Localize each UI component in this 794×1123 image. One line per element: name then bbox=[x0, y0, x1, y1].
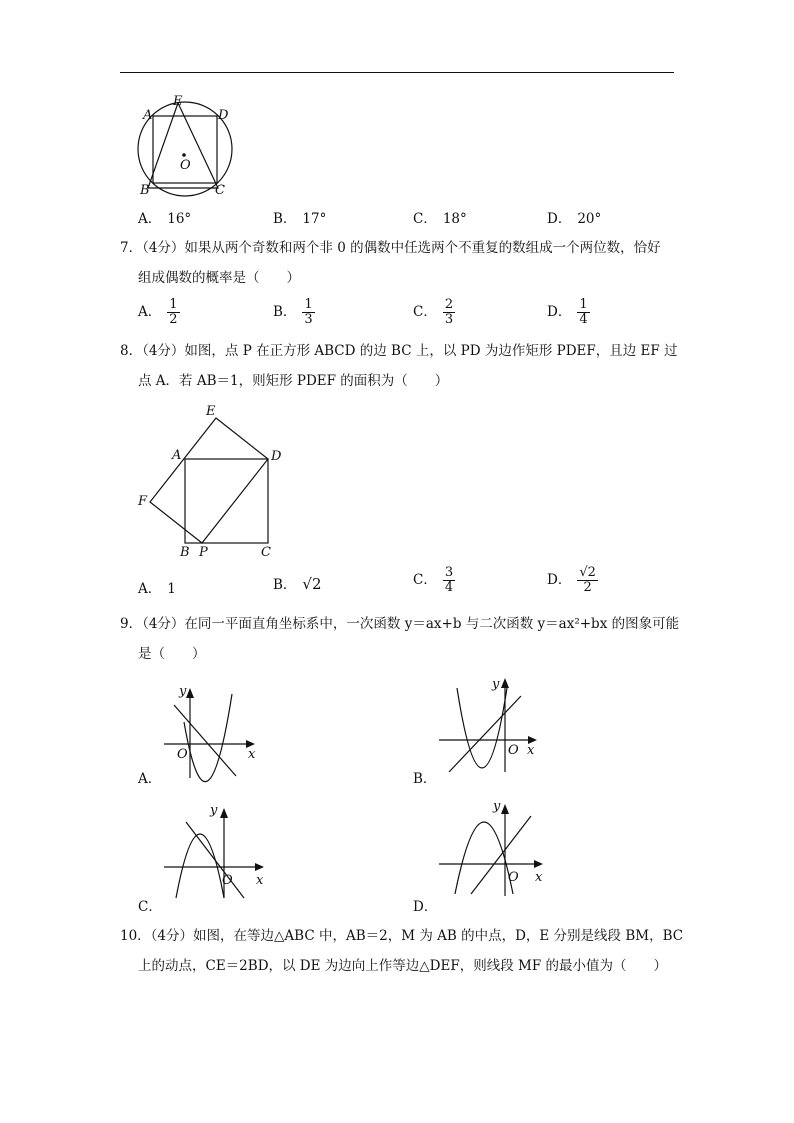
q8-rectangle-pdef bbox=[150, 418, 268, 543]
q7-option-c: C． $\frac{2}{3}$ bbox=[413, 297, 454, 327]
q7-stem-line1: 7．（4分）如果从两个奇数和两个非 0 的偶数中任选两个不重复的数组成一个两位数，恰好 bbox=[120, 240, 661, 256]
svg-text:O: O bbox=[508, 743, 519, 758]
svg-text:y: y bbox=[210, 803, 218, 818]
q8-option-a: A． 1 bbox=[138, 581, 176, 597]
q8-option-c: C． $\frac{3}{4}$ bbox=[413, 565, 454, 595]
svg-text:x: x bbox=[527, 743, 535, 758]
q9-d-line bbox=[471, 816, 531, 894]
q8-stem-line2: 点 A．若 AB＝1，则矩形 PDEF 的面积为（ ） bbox=[138, 373, 449, 389]
svg-text:x: x bbox=[248, 747, 256, 762]
q6-label-o: O bbox=[180, 158, 191, 173]
q7-option-a: A． $\frac{1}{2}$ bbox=[138, 297, 178, 327]
q9-option-c: C． bbox=[138, 899, 162, 915]
svg-text:x: x bbox=[256, 873, 264, 888]
q8-option-b: B． √2 bbox=[273, 575, 322, 593]
q8-figure bbox=[135, 400, 285, 560]
q9-graph-a bbox=[160, 678, 270, 788]
q8-option-d: D． $\frac{√2}{2}$ bbox=[547, 565, 596, 595]
svg-text:y: y bbox=[493, 799, 501, 814]
q7-option-d: D． $\frac{1}{4}$ bbox=[547, 297, 588, 327]
q6-figure bbox=[130, 92, 240, 202]
q9-option-a: A． bbox=[138, 771, 162, 787]
q9-a-parabola bbox=[184, 694, 232, 782]
q8-label-a: A bbox=[172, 448, 182, 463]
q9-stem-line2: 是（ ） bbox=[138, 646, 206, 662]
q9-graph-b bbox=[435, 672, 555, 787]
q9-graph-c bbox=[160, 800, 275, 915]
q7-option-b: B． $\frac{1}{3}$ bbox=[273, 297, 313, 327]
q8-square-abcd bbox=[185, 459, 268, 543]
q6-option-a: A． 16° bbox=[138, 211, 192, 227]
q8-stem-line1: 8．（4分）如图，点 P 在正方形 ABCD 的边 BC 上，以 PD 为边作矩形 PDEF，且边 EF 过 bbox=[120, 343, 678, 359]
q7-stem-line2: 组成偶数的概率是（ ） bbox=[138, 270, 300, 286]
q9-a-line bbox=[174, 705, 236, 776]
q9-d-parabola bbox=[455, 822, 513, 894]
q6-label-c: C bbox=[215, 183, 225, 198]
svg-text:y: y bbox=[179, 684, 187, 699]
q6-label-e: E bbox=[173, 94, 183, 109]
q10-stem-line2: 上的动点，CE＝2BD，以 DE 为边向上作等边△DEF，则线段 MF 的最小值为（ ） bbox=[138, 958, 667, 974]
header-rule bbox=[120, 72, 674, 73]
q9-graph-d bbox=[435, 796, 555, 911]
q10-stem-line1: 10．（4分）如图，在等边△ABC 中，AB＝2，M 为 AB 的中点，D，E 分别是线段 BM，BC bbox=[120, 928, 684, 944]
q9-c-parabola bbox=[176, 834, 224, 898]
q6-option-d: D． 20° bbox=[547, 211, 602, 227]
q6-center-dot bbox=[182, 153, 186, 157]
q6-label-b: B bbox=[140, 183, 150, 198]
q6-label-d: D bbox=[218, 108, 229, 123]
svg-text:y: y bbox=[492, 677, 500, 692]
q9-option-d: D． bbox=[413, 899, 438, 915]
q6-option-b: B． 17° bbox=[273, 211, 327, 227]
q8-label-d: D bbox=[271, 449, 282, 464]
svg-text:O: O bbox=[222, 873, 233, 888]
svg-text:x: x bbox=[535, 870, 543, 885]
q6-option-c: C． 18° bbox=[413, 211, 467, 227]
q8-label-b: B bbox=[180, 545, 190, 560]
svg-text:O: O bbox=[177, 747, 188, 762]
q8-label-e: E bbox=[206, 404, 216, 419]
q9-c-line bbox=[186, 822, 244, 898]
svg-text:O: O bbox=[508, 870, 519, 885]
q8-label-c: C bbox=[261, 545, 271, 560]
q9-stem-line1: 9．（4分）在同一平面直角坐标系中，一次函数 y＝ax+b 与二次函数 y＝ax²+bx 的图象可能 bbox=[120, 616, 680, 632]
q8-label-f: F bbox=[138, 494, 148, 509]
q9-option-b: B． bbox=[413, 771, 437, 787]
q6-label-a: A bbox=[143, 108, 153, 123]
q8-label-p: P bbox=[199, 545, 208, 560]
